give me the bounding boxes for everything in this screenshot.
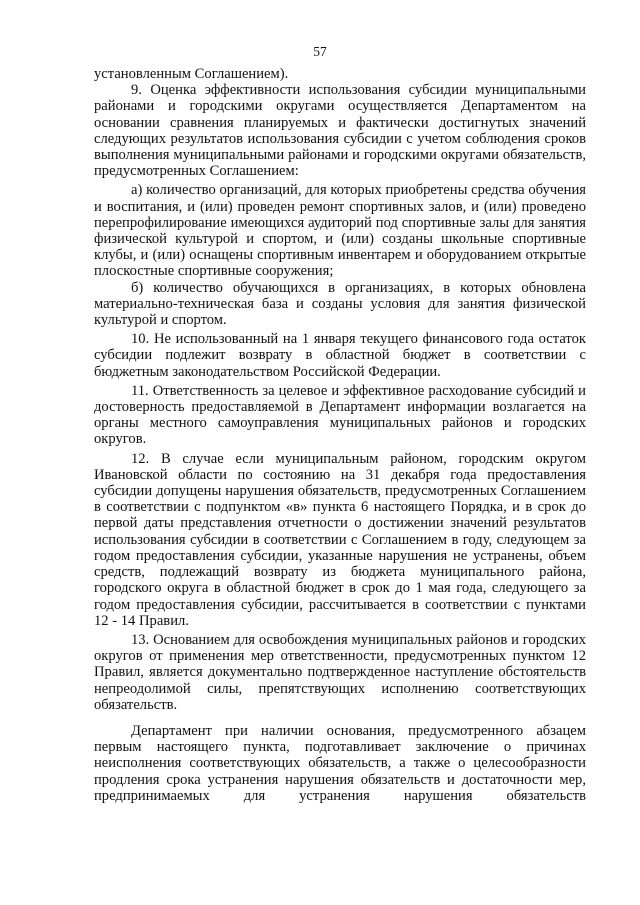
paragraph-continuation: установленным Соглашением).: [94, 66, 289, 82]
paragraph-item-9: 9. Оценка эффективности использования субсидии муниципальными районами и городскими округами осуществляется Департаментом на основании сравнения планируемых и фактически достигнутых значений следующих результатов использования субсидии с учетом соблюдения сроков выполнения муниципальными районами и городскими округами обязательств, предусмотренных Соглашением:: [94, 82, 586, 180]
page-number: 57: [313, 44, 327, 59]
paragraph-item-11: 11. Ответственность за целевое и эффективное расходование субсидий и достоверность предоставляемой в Департамент информации возлагается на органы местного самоуправления муниципальных районов и городских округов.: [94, 382, 586, 448]
paragraph-subitem-a: а) количество организаций, для которых приобретены средства обучения и воспитания, и (или) проведен ремонт спортивных залов, и (или) проведено перепрофилирование имеющихся аудиторий под спортивные залы для занятия физической культурой и спортом, и (или) созданы школьные спортивные клубы, и (или) оснащены спортивным инвентарем и оборудованием открытые плоскостные спортивные сооружения;: [94, 182, 586, 280]
paragraph-department: Департамент при наличии основания, предусмотренного абзацем первым настоящего пункта, подготавливает заключение о причинах неисполнения соответствующих обязательств, а также о целесообразности продления срока устранения нарушения обязательств и достаточности мер, предпринимаемых для устранения нарушения обязательств: [94, 722, 586, 804]
paragraph-subitem-b: б) количество обучающихся в организациях, в которых обновлена материально-техническая база и созданы условия для занятия физической культурой и спортом.: [94, 279, 586, 329]
paragraph-item-12: 12. В случае если муниципальным районом, городским округом Ивановской области по состоянию на 31 декабря года предоставления субсидии допущены нарушения обязательств, предусмотренных Соглашением в соответствии с подпунктом «в» пункта 6 настоящего Порядка, и в срок до первой даты представления отчетности о достижении значений результатов использования субсидии в соответствии с Соглашением в году, следующем за годом предоставления субсидии, указанные нарушения не устранены, объем средств, подлежащий возврату из бюджета муниципального района, городского округа в областной бюджет в срок до 1 мая года, следующего за годом предоставления субсидии, рассчитывается в соответствии с пунктами 12 - 14 Правил.: [94, 450, 586, 629]
document-body: [94, 66, 586, 804]
paragraph-item-13: 13. Основанием для освобождения муниципальных районов и городских округов от применения мер ответственности, предусмотренных пунктом 12 Правил, является документально подтвержденное наступление обстоятельств непреодолимой силы, препятствующих исполнению соответствующих обязательств.: [94, 631, 586, 713]
paragraph-item-10: 10. Не использованный на 1 января текущего финансового года остаток субсидии подлежит возврату в областной бюджет в соответствии с бюджетным законодательством Российской Федерации.: [94, 331, 586, 380]
